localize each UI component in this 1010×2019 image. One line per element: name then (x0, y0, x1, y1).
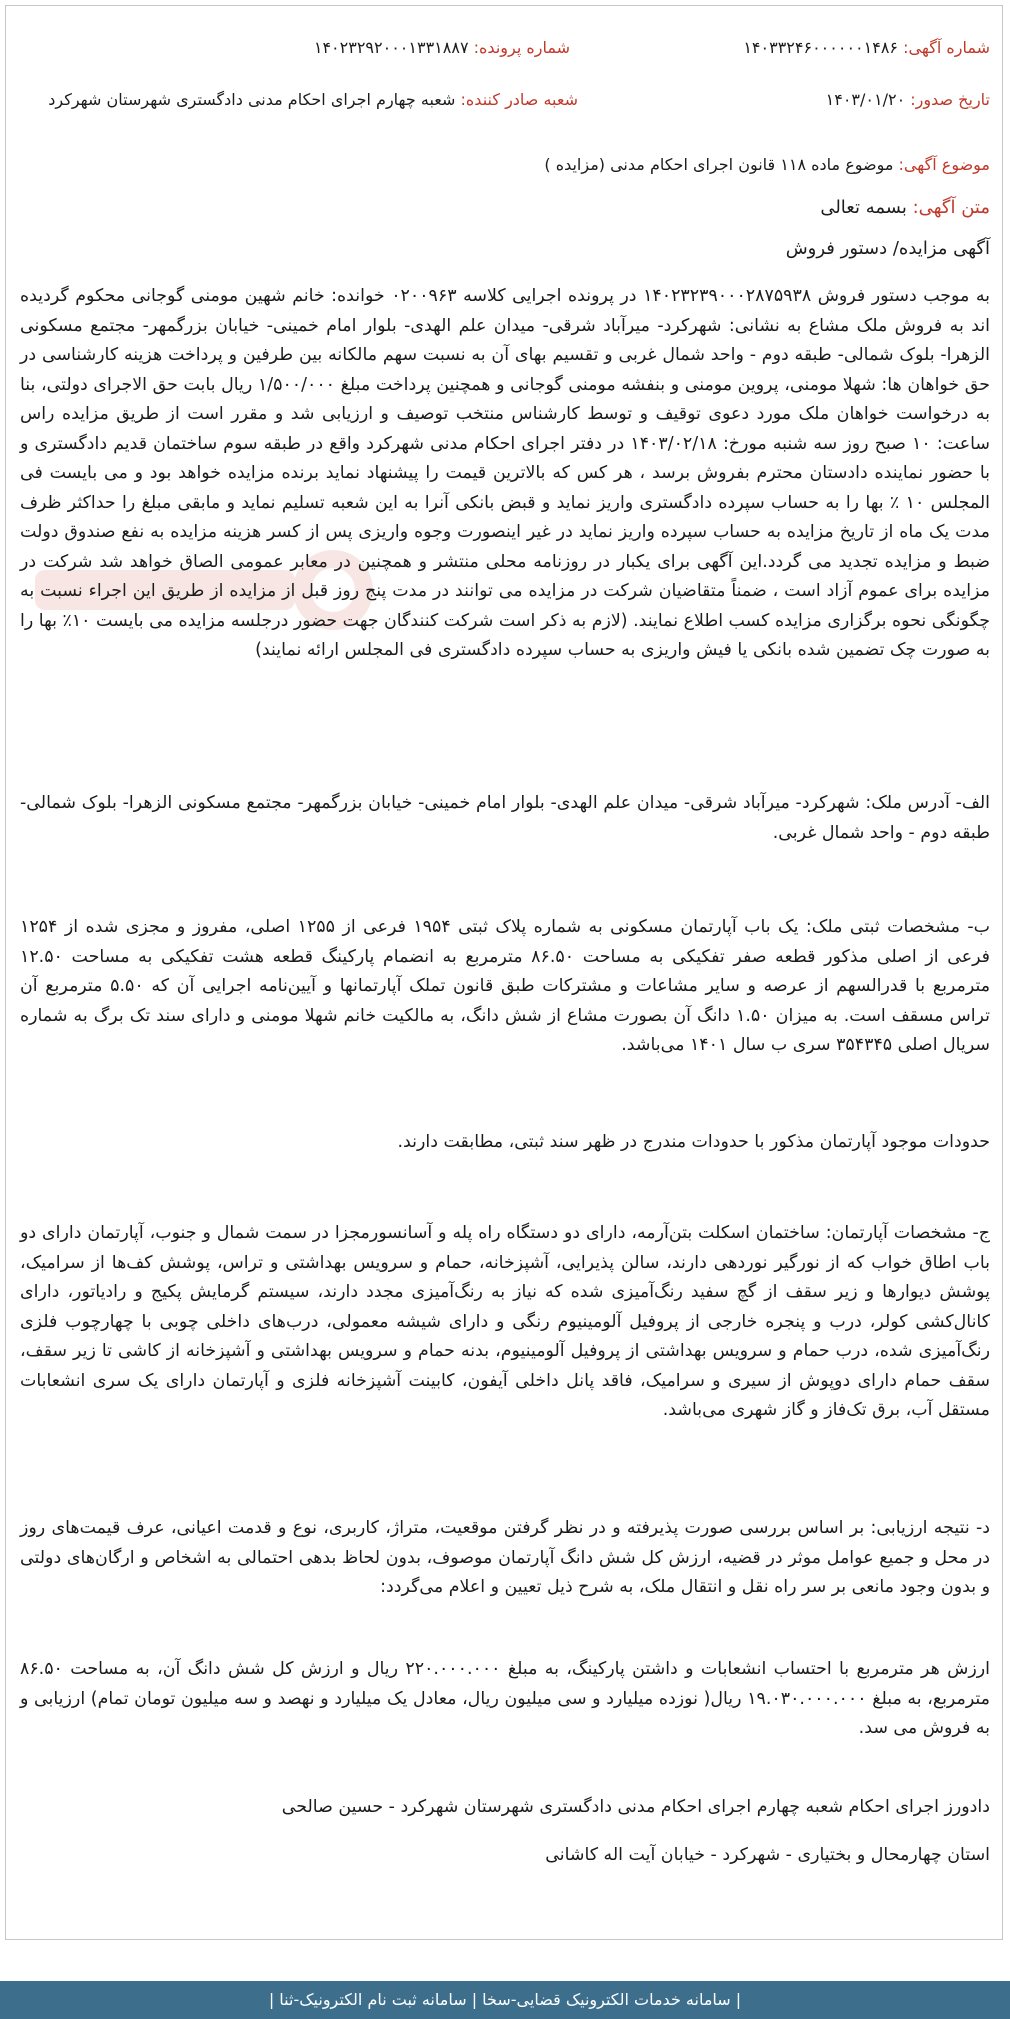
specs-paragraph: ج- مشخصات آپارتمان: ساختمان اسکلت بتن‌آرمه، دارای دو دستگاه راه پله و آسانسورمجزا در سمت شمال و جنوب، آپارتمان دارای دو باب اطاق خواب که از نورگیر نوردهی دارند، سالن پذیرایی، آشپزخانه، حمام و سرویس بهداشتی و تراس، پوشش کف‌ها از سرامیک، پوشش دیوارها و زیر سقف از گچ سفید رنگ‌آمیزی شده که نیاز به رنگ‌آمیزی مجدد دارند، سیستم گرمایش پکیج و رادیاتور، دارای کانال‌کشی کولر، درب و پنجره خارجی از پروفیل آلومینیوم رنگی و دارای شیشه معمولی، درب‌های داخلی چوبی با چهارچوب فلزی رنگ‌آمیزی شده، درب حمام و سرویس بهداشتی از پروفیل آلومینیوم، بدنه حمام و سرویس بهداشتی و آشپزخانه از کاشی تا زیر سقف، سقف حمام دارای دوپوش از سیری و سرامیک، فاقد پانل داخلی آیفون، کابینت آشپزخانه فلزی و آپارتمان دارای یک سری انشعابات مستقل آب، برق تک‌فاز و گاز شهری می‌باشد. (20, 1223, 990, 1420)
evaluation-paragraph: د- نتیجه ارزیابی: بر اساس بررسی صورت پذیرفته و در نظر گرفتن موقعیت، متراژ، کاربری، نوع و قدمت اعیانی، عرف قیمت‌های روز در محل و جمیع عوامل موثر در قضیه، ارزش کل شش دانگ آپارتمان موصوف، بدون لحاظ بدهی احتمالی به اشخاص و ارگان‌های دولتی و بدون وجود مانعی بر سر راه نقل و انتقال ملک، به شرح ذیل تعیین و اعلام می‌گردد: (20, 1518, 990, 1597)
subject-value: موضوع ماده ۱۱۸ قانون اجرای احکام مدنی (مزایده ) (544, 155, 894, 174)
ad-text-value: بسمه تعالی (820, 197, 907, 218)
issuer-value: شعبه چهارم اجرای احکام مدنی دادگستری شهرستان شهرکرد (48, 90, 456, 109)
auction-title: آگهی مزایده/ دستور فروش (785, 238, 990, 259)
registration-paragraph: ب- مشخصات ثبتی ملک: یک باب آپارتمان مسکونی به شماره پلاک ثبتی ۱۹۵۴ فرعی از ۱۲۵۵ اصلی، مفروز و مجزی شده از ۱۲۵۴ فرعی از اصلی مذکور قطعه صفر تفکیکی به مساحت ۸۶.۵۰ مترمربع به انضمام پارکینگ قطعه هشت تفکیکی به مساحت ۱۲.۵۰ مترمربع با قدرالسهم از عرصه و سایر مشاعات و مشترکات طبق قانون تملک آپارتمانها و آیین‌نامه اجرایی آن که ۵.۵۰ مترمربع آن تراس مسقف است. به میزان ۱.۵۰ دانگ آن بصورت مشاع از شش دانگ، به مالکیت خانم شهلا مومنی و دارای سند تک برگ به شماره سریال اصلی ۳۵۴۳۴۵ سری ب سال ۱۴۰۱ می‌باشد. (20, 917, 991, 1055)
issue-date (826, 90, 990, 109)
case-number-value: ۱۴۰۲۳۲۹۲۰۰۰۱۳۳۱۸۸۷ (313, 38, 469, 57)
subject-label: موضوع آگهی: (898, 155, 990, 174)
court-address: استان چهارمحال و بختیاری - شهرکرد - خیابان آیت اله کاشانی (545, 1845, 990, 1865)
ad-number (743, 38, 990, 57)
address-paragraph: الف- آدرس ملک: شهرکرد- میرآباد شرقی- میدان علم الهدی- بلوار امام خمینی- خیابان بزرگمهر- مجتمع مسکونی الزهرا- بلوک شمالی- طبقه دوم - واحد شمال غربی. (20, 793, 990, 843)
ad-number-value: ۱۴۰۳۳۲۴۶۰۰۰۰۰۰۱۴۸۶ (743, 38, 899, 57)
ad-text-label: متن آگهی: (912, 197, 990, 218)
boundaries-paragraph: حدودات موجود آپارتمان مذکور با حدودات مندرج در ظهر سند ثبتی، مطابقت دارند. (397, 1132, 990, 1152)
issuer (48, 90, 578, 109)
case-number-label: شماره پرونده: (473, 38, 570, 57)
value-paragraph: ارزش هر مترمربع با احتساب انشعابات و داشتن پارکینگ، به مبلغ ۲۲۰.۰۰۰.۰۰۰ ریال و ارزش کل شش دانگ آن، به مساحت ۸۶.۵۰ مترمربع، به مبلغ ۱۹.۰۳۰.۰۰۰.۰۰۰ ریال( نوزده میلیارد و سی میلیون ریال، معادل یک میلیارد و نهصد و سه میلیون تومان تمام) ارزیابی و به فروش می سد. (20, 1659, 990, 1738)
case-number (314, 38, 570, 57)
footer-links[interactable]: | سامانه خدمات الکترونیک قضایی-سخا | سامانه ثبت نام الکترونیک-ثنا | (268, 1990, 742, 2009)
footer-bar (0, 1981, 1010, 2019)
issue-date-label: تاریخ صدور: (910, 90, 990, 109)
main-paragraph: به موجب دستور فروش ۱۴۰۲۳۲۳۹۰۰۰۲۸۷۵۹۳۸ در پرونده اجرایی کلاسه ۰۲۰۰۹۶۳ خوانده: خانم شهین مومنی گوجانی محکوم گردیده اند به فروش ملک مشاع به نشانی: شهرکرد- میرآباد شرقی- میدان علم الهدی- بلوار امام خمینی- خیابان بزرگمهر- مجتمع مسکونی الزهرا- بلوک شمالی- طبقه دوم - واحد شمال غربی و تقسیم بهای آن به نسبت سهم مالکانه بین طرفین و پرداخت هزینه کارشناسی در حق خواهان ها: شهلا مومنی، پروین مومنی و بنفشه مومنی گوجانی و همچنین پرداخت مبلغ ۱/۵۰۰/۰۰۰ ریال بابت حق الاجرای دولتی، بنا به درخواست خواهان ملک مورد دعوی توقیف و توسط کارشناس منتخب توصیف و ارزیابی شد و مقرر است از طریق مزایده راس ساعت: ۱۰ صبح روز سه شنبه مورخ: ۱۴۰۳/۰۲/۱۸ در دفتر اجرای احکام مدنی شهرکرد واقع در طبقه سوم ساختمان قدیم دادگستری و با حضور نماینده دادستان محترم بفروش برسد ، هر کس که بالاترین قیمت را پیشنهاد نماید برنده مزایده خواهد بود و می بایست فی المجلس ۱۰ ٪ بها را به حساب سپرده دادگستری واریز نماید و قبض بانکی آنرا به این شعبه تسلیم نماید و مابقی مبلغ را حداکثر ظرف مدت یک ماه از تاریخ مزایده به حساب سپرده واریز نماید در غیر اینصورت وجوه واریزی پس از کسر هزینه مزایده به نفع صندوق دولت ضبط و مزایده تجدید می گردد.این آگهی برای یکبار در روزنامه محلی منتشر و همچنین در معابر عمومی الصاق خواهد شد شرکت در مزایده برای عموم آزاد است ، ضمناً متقاضیان شرکت در مزایده می توانند در مدت پنج روز قبل از مزایده از طریق این اجراء نسبت به چگونگی نحوه برگزاری مزایده کسب اطلاع نمایند. (لازم به ذکر است شرکت کنندگان جهت حضور درجلسه مزایده می بایست ۱۰٪ بها را به صورت چک تضمین شده بانکی یا فیش واریزی به حساب سپرده دادگستری فی المجلس ارائه نمایند) (20, 286, 991, 660)
signature: دادورز اجرای احکام شعبه چهارم اجرای احکام مدنی دادگستری شهرستان شهرکرد - حسین صالحی (281, 1797, 990, 1817)
issue-date-value: ۱۴۰۳/۰۱/۲۰ (825, 90, 906, 109)
issuer-label: شعبه صادر کننده: (460, 90, 578, 109)
subject (544, 155, 990, 174)
ad-text-heading (820, 197, 990, 218)
ad-number-label: شماره آگهی: (903, 38, 990, 57)
